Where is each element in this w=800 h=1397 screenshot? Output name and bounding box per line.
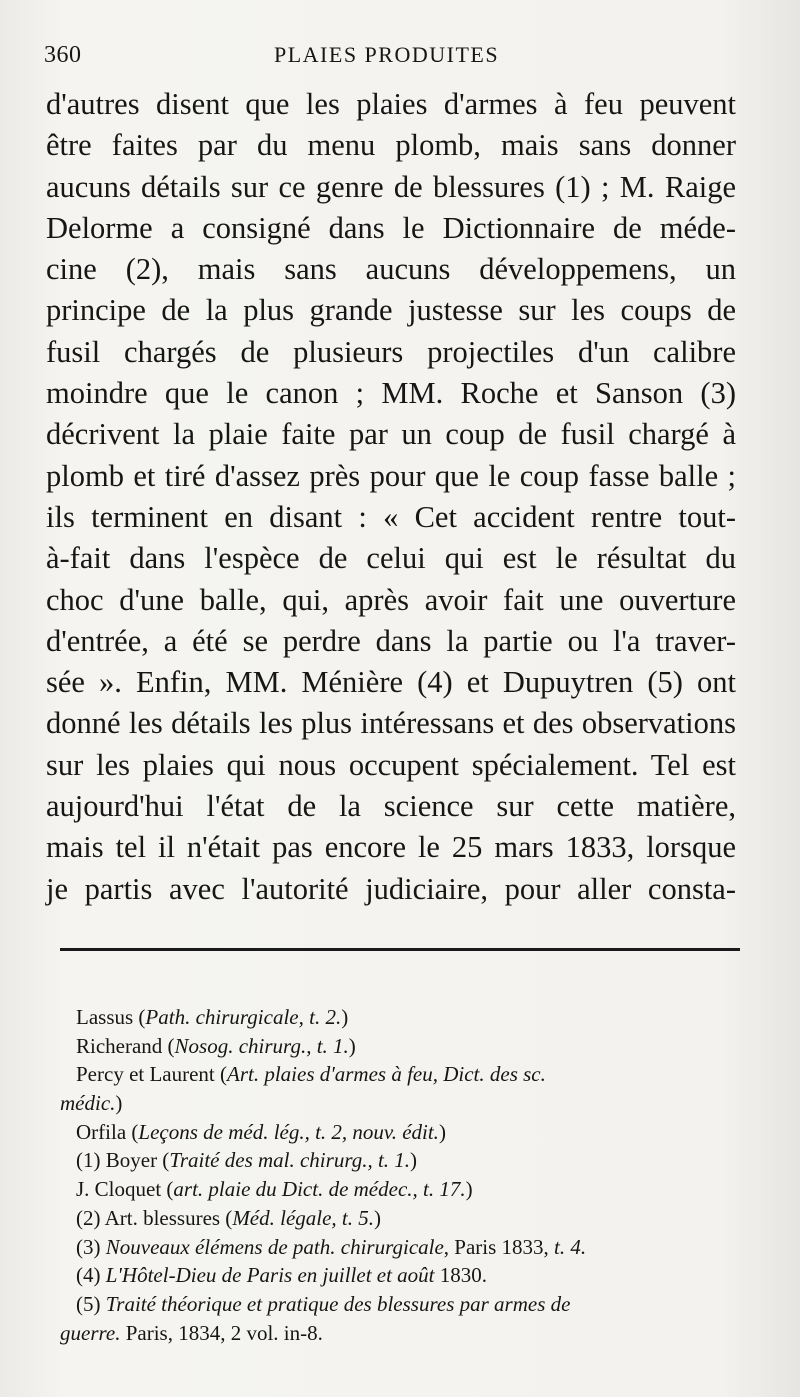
text-line: je partis avec l'autorité judiciaire, pour aller consta- bbox=[46, 871, 736, 906]
footnote-3-nouveaux-elemens: (3) Nouveaux élémens de path. chirurgicale, Paris 1833, t. 4. bbox=[76, 1234, 587, 1259]
text-line: fusil chargés de plusieurs projectiles d'un calibre bbox=[46, 334, 736, 369]
text-line: choc d'une balle, qui, après avoir fait une ouverture bbox=[46, 582, 736, 617]
text-line: d'autres disent que les plaies d'armes à feu peuvent bbox=[46, 87, 736, 121]
footnote-5-traite: (5) Traité théorique et pratique des blessures par armes de bbox=[76, 1291, 571, 1316]
text-line: décrivent la plaie faite par un coup de fusil chargé à bbox=[46, 417, 736, 452]
footnote-richerand: Richerand (Nosog. chirurg., t. 1.) bbox=[76, 1033, 356, 1058]
text-line: principe de la plus grande justesse sur les coups de bbox=[46, 293, 736, 328]
text-line: donné les détails les plus intéressans et des observations bbox=[46, 706, 736, 741]
footnote-cloquet: J. Cloquet (art. plaie du Dict. de médec., t. 17.) bbox=[76, 1177, 473, 1202]
footnote-orfila: Orfila (Leçons de méd. lég., t. 2, nouv. édit.) bbox=[76, 1119, 446, 1144]
page-number: 360 bbox=[44, 42, 82, 68]
text-line: d'entrée, a été se perdre dans la partie ou l'a traver- bbox=[46, 623, 736, 658]
body-text bbox=[46, 84, 736, 910]
text-line: être faites par du menu plomb, mais sans donner bbox=[46, 128, 736, 163]
footnote-4-hotel-dieu: (4) L'Hôtel-Dieu de Paris en juillet et août 1830. bbox=[76, 1263, 488, 1288]
footnote-divider bbox=[60, 948, 740, 951]
page-header bbox=[44, 40, 744, 74]
footnote-percy: Percy et Laurent (Art. plaies d'armes à feu, Dict. des sc. bbox=[76, 1062, 546, 1087]
text-line: mais tel il n'était pas encore le 25 mars 1833, lorsque bbox=[46, 830, 736, 865]
text-line: aucuns détails sur ce genre de blessures (1) ; M. Raige bbox=[46, 169, 736, 204]
running-head: PLAIES PRODUITES bbox=[274, 42, 500, 67]
text-line: ils terminent en disant : « Cet accident rentre tout- bbox=[46, 499, 736, 534]
text-line: cine (2), mais sans aucuns développemens, un bbox=[46, 252, 736, 287]
footnote-2-blessures: (2) Art. blessures (Méd. légale, t. 5.) bbox=[76, 1205, 382, 1230]
text-line: moindre que le canon ; MM. Roche et Sanson (3) bbox=[46, 376, 736, 411]
footnote-percy-cont: médic.) bbox=[60, 1091, 123, 1116]
footnotes bbox=[50, 1003, 750, 1347]
text-line: aujourd'hui l'état de la science sur cette matière, bbox=[46, 789, 736, 824]
footnote-lassus: Lassus (Path. chirurgicale, t. 2.) bbox=[76, 1005, 349, 1029]
footnote-1-boyer: (1) Boyer (Traité des mal. chirurg., t. 1.) bbox=[76, 1148, 418, 1173]
text-line: Delorme a consigné dans le Dictionnaire de méde- bbox=[46, 210, 736, 245]
text-line: plomb et tiré d'assez près pour que le coup fasse balle ; bbox=[46, 458, 736, 493]
text-line: sée ». Enfin, MM. Ménière (4) et Dupuytren (5) ont bbox=[46, 665, 736, 700]
text-line: sur les plaies qui nous occupent spécialement. Tel est bbox=[46, 747, 736, 782]
text-line: à-fait dans l'espèce de celui qui est le résultat du bbox=[46, 541, 736, 576]
footnote-5-traite-cont: guerre. Paris, 1834, 2 vol. in-8. bbox=[60, 1320, 323, 1345]
